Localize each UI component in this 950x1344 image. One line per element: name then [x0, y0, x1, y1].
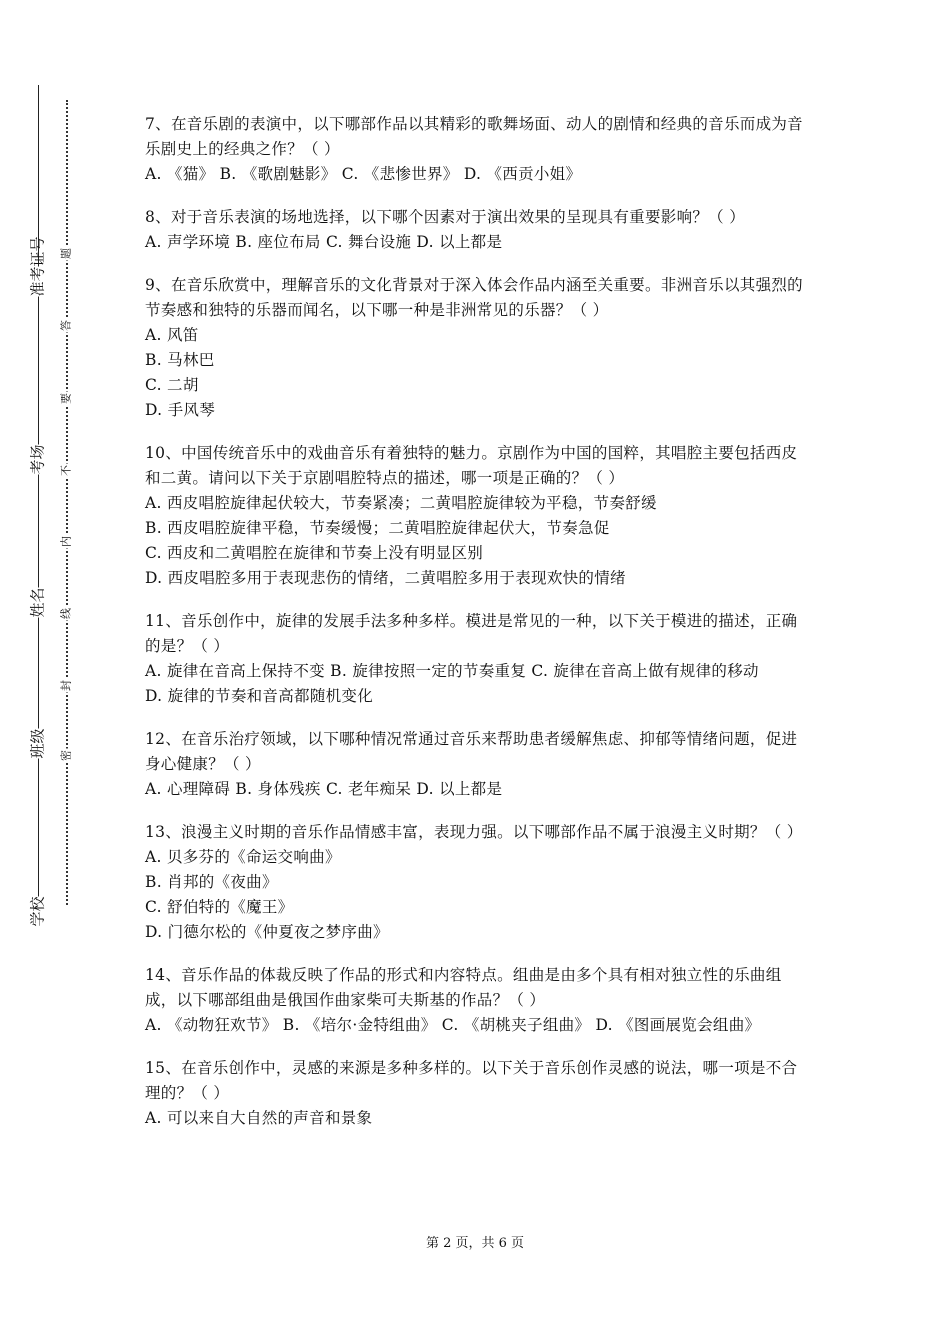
seal-char: 答	[59, 320, 73, 331]
question-options: A. 声学环境 B. 座位布局 C. 舞台设施 D. 以上都是	[145, 233, 503, 251]
field-label-name: 姓名	[28, 587, 47, 618]
field-label-class: 班级	[28, 728, 47, 759]
question-text: 9、在音乐欣赏中，理解音乐的文化背景对于深入体会作品内涵至关重要。非洲音乐以其强烈的节奏感和独特的乐器而闻名，以下哪一种是非洲常见的乐器？（ ）	[145, 276, 803, 319]
question-7	[145, 112, 810, 187]
option-b: B. 西皮唱腔旋律平稳，节奏缓慢；二黄唱腔旋律起伏大，节奏急促	[145, 519, 610, 537]
option-c: C. 二胡	[145, 376, 199, 394]
seal-dotted-line	[66, 100, 68, 905]
question-text: 15、在音乐创作中，灵感的来源是多种多样的。以下关于音乐创作灵感的说法，哪一项是不合理的？（ ）	[145, 1059, 798, 1102]
question-15	[145, 1056, 810, 1131]
question-12	[145, 727, 810, 802]
question-text: 7、在音乐剧的表演中，以下哪部作品以其精彩的歌舞场面、动人的剧情和经典的音乐而成为音乐剧史上的经典之作？（ ）	[145, 115, 803, 158]
question-options: A. 《动物狂欢节》 B. 《培尔·金特组曲》 C. 《胡桃夹子组曲》 D. 《图画展览会组曲》	[145, 1016, 761, 1034]
option-a: A. 贝多芬的《命运交响曲》	[145, 848, 341, 866]
question-options: A. 《猫》 B. 《歌剧魅影》 C. 《悲惨世界》 D. 《西贡小姐》	[145, 165, 582, 183]
seal-char: 题	[59, 248, 73, 259]
question-list	[145, 112, 810, 1149]
question-text: 8、对于音乐表演的场地选择，以下哪个因素对于演出效果的呈现具有重要影响？（ ）	[145, 208, 745, 226]
binding-margin	[0, 0, 110, 1344]
field-label-exam-number: 准考证号	[28, 236, 47, 297]
option-c: C. 西皮和二黄唱腔在旋律和节奏上没有明显区别	[145, 544, 484, 562]
field-label-exam-room: 考场	[28, 444, 47, 475]
options-abc: A. 旋律在音高上保持不变 B. 旋律按照一定的节奏重复 C. 旋律在音高上做有规律的移动	[145, 662, 759, 680]
option-b: B. 肖邦的《夜曲》	[145, 873, 278, 891]
question-text: 14、音乐作品的体裁反映了作品的形式和内容特点。组曲是由多个具有相对独立性的乐曲组成，以下哪部组曲是俄国作曲家柴可夫斯基的作品？（ ）	[145, 966, 782, 1009]
option-c: C. 舒伯特的《魔王》	[145, 898, 294, 916]
option-a: A. 可以来自大自然的声音和景象	[145, 1109, 373, 1127]
seal-char: 封	[59, 680, 73, 691]
field-label-school: 学校	[28, 896, 47, 927]
option-d: D. 西皮唱腔多用于表现悲伤的情绪，二黄唱腔多用于表现欢快的情绪	[145, 569, 626, 587]
question-13	[145, 820, 810, 945]
page-number: 第 2 页，共 6 页	[425, 1236, 525, 1251]
question-9	[145, 273, 810, 423]
question-11	[145, 609, 810, 709]
option-d: D. 旋律的节奏和音高都随机变化	[145, 687, 374, 705]
question-text: 13、浪漫主义时期的音乐作品情感丰富，表现力强。以下哪部作品不属于浪漫主义时期？（ ）	[145, 823, 803, 841]
seal-char: 密	[59, 750, 73, 761]
option-d: D. 手风琴	[145, 401, 216, 419]
seal-char: 线	[59, 608, 73, 619]
question-text: 10、中国传统音乐中的戏曲音乐有着独特的魅力。京剧作为中国的国粹，其唱腔主要包括西皮和二黄。请问以下关于京剧唱腔特点的描述，哪一项是正确的？（ ）	[145, 444, 798, 487]
question-8	[145, 205, 810, 255]
seal-char: 不	[59, 465, 73, 476]
binding-solid-line	[38, 85, 39, 925]
option-d: D. 门德尔松的《仲夏夜之梦序曲》	[145, 923, 389, 941]
option-a: A. 西皮唱腔旋律起伏较大，节奏紧凑；二黄唱腔旋律较为平稳，节奏舒缓	[145, 494, 657, 512]
question-text: 11、音乐创作中，旋律的发展手法多种多样。模进是常见的一种，以下关于模进的描述，正确的是？（ ）	[145, 612, 798, 655]
seal-char: 内	[59, 536, 73, 547]
question-10	[145, 441, 810, 591]
option-a: A. 风笛	[145, 326, 199, 344]
question-options: A. 心理障碍 B. 身体残疾 C. 老年痴呆 D. 以上都是	[145, 780, 503, 798]
question-text: 12、在音乐治疗领域，以下哪种情况常通过音乐来帮助患者缓解焦虑、抑郁等情绪问题，促进身心健康？（ ）	[145, 730, 798, 773]
option-b: B. 马林巴	[145, 351, 215, 369]
seal-char: 要	[59, 393, 73, 404]
question-14	[145, 963, 810, 1038]
